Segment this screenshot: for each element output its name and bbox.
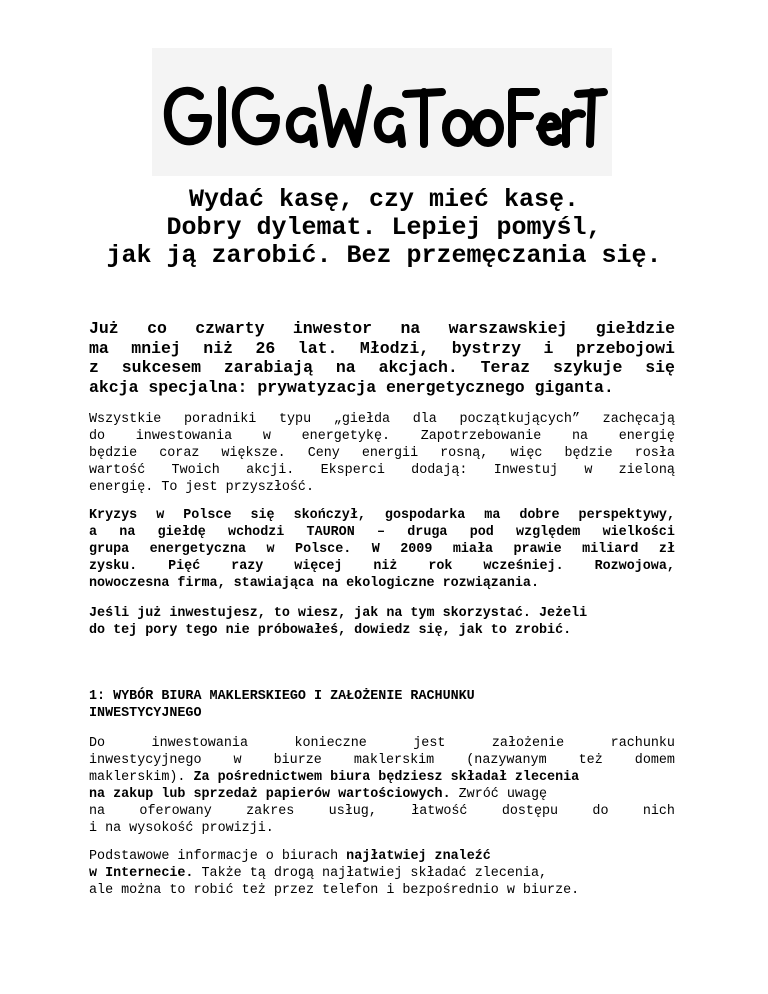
word: maklerskim [353,753,435,768]
word: zarabiają [223,358,313,377]
paragraph-1 [89,411,675,496]
paragraph-text: Także tą drogą najłatwiej składać zlecenia, [193,866,548,881]
paragraph-line [89,428,675,445]
word: energetyczna [149,542,247,557]
word: wcześniej. [483,559,564,574]
word: na [571,429,589,444]
word: więcej [294,559,343,574]
word: będzie [89,446,138,461]
word: miała [452,542,494,557]
word: zł [658,542,675,557]
word: sukcesem [121,358,201,377]
word: gospodarka [384,508,466,523]
paragraph-4 [89,735,675,837]
word: w [233,753,242,768]
paragraph-line [89,445,675,462]
word: mniej [131,338,181,358]
word: dobre [519,508,560,523]
word: też [578,753,603,768]
word: Teraz [480,358,531,377]
word: Pięć [168,559,201,574]
lead-line [89,339,675,359]
word: na [400,319,421,338]
word: w [584,463,593,478]
word: będzie [564,446,613,461]
word: na [335,358,356,377]
word: skończył, [293,508,366,523]
word: się [645,358,675,377]
paragraph-line [89,735,675,752]
paragraph-line: nowoczesna firma, stawiająca na ekologiczne rozwiązania. [89,576,539,591]
word: coraz [159,446,200,461]
lead-line: akcja specjalna: prywatyzacja energetycznego giganta. [89,377,614,397]
word: i [543,338,554,358]
word: zachęcają [602,412,675,427]
word: przebojowi [575,338,675,358]
word: Polsce. [295,542,352,557]
paragraph-bold-text: Za pośrednictwem biura będziesz składał zlecenia [185,770,580,785]
paragraph-line: ale można to robić też przez telefon i bezpośrednio w biurze. [89,883,580,898]
paragraph-line [89,769,675,786]
word: nich [642,804,675,819]
paragraph-text: Zwróć uwagę [450,787,548,802]
word: rachunku [610,736,675,751]
word: względem [516,525,581,540]
word: – [376,525,386,540]
word: domem [634,753,675,768]
word: razy [231,559,264,574]
word: prawie [513,542,562,557]
paragraph-line [89,558,675,575]
word: Twoich [171,463,220,478]
word: czwarty [195,319,265,338]
word: poradniki [183,412,257,427]
paragraph-line [89,786,675,803]
word: a [89,525,98,540]
word: dostępu [501,804,559,819]
headline [40,186,728,270]
word: inwestycyjnego [89,753,202,768]
paragraph-line: do tej pory tego nie próbowałeś, dowiedz się, jak to zrobić. [89,623,572,638]
word: założenie [491,736,565,751]
word: do [89,429,106,444]
word: łatwość [411,804,468,819]
word: 2009 [400,542,433,557]
word: niż [373,559,398,574]
word: niż [203,338,234,358]
word: typu [278,412,312,427]
word: zakres [246,804,295,819]
word: energetykę. [301,429,391,444]
word: zieloną [618,463,675,478]
word: bystrzy [451,338,521,358]
word: energię [618,429,675,444]
paragraph-line [89,803,675,820]
word: inwestowania [151,736,248,751]
word: zysku. [89,559,138,574]
paragraph-text: maklerskim). [89,770,186,785]
word: Eksperci [320,463,385,478]
word: konieczne [294,736,367,751]
word: Już [89,319,119,338]
word: akcji. [246,463,295,478]
gigawatooferta-logo [152,48,612,176]
word: perspektywy, [578,508,675,523]
word: wchodzi [228,525,285,540]
paragraph-line: i na wysokość prowizji. [89,821,274,836]
lead-paragraph [89,319,675,397]
word: więc [510,446,543,461]
word: dla [412,412,437,427]
word: pod [469,525,494,540]
word: biurze [273,753,322,768]
word: Do [89,736,106,751]
word: Młodzi, [359,338,430,358]
paragraph-line [89,752,675,769]
word: wielkości [602,525,675,540]
paragraph-2 [89,507,675,592]
logo-wordmark [152,48,612,176]
paragraph-line [89,507,675,524]
word: „giełda [333,412,391,427]
paragraph-line: Jeśli już inwestujesz, to wiesz, jak na tym skorzystać. Jeżeli [89,606,588,621]
lead-line [89,358,675,378]
word: 26 [255,338,276,358]
word: Inwestuj [493,463,559,478]
paragraph-line [89,848,675,865]
word: (nazywanym [466,753,547,768]
paragraph-line: energię. To jest przyszłość. [89,480,314,495]
word: do [592,804,609,819]
word: inwestor [292,319,373,338]
word: usług, [328,804,377,819]
paragraph-bold-text: w Internecie. [89,866,194,881]
section-heading-line-1: 1: WYBÓR BIURA MAKLERSKIEGO I ZAŁOŻENIE RACHUNKU [89,689,475,704]
word: giełdę [157,525,206,540]
word: większe. [221,446,286,461]
paragraph-line [89,524,675,541]
word: oferowany [139,804,212,819]
word: Polsce [183,508,232,523]
word: w [156,508,165,523]
word: co [147,319,167,338]
headline-line-3: jak ją zarobić. Bez przemęczania się. [106,241,662,270]
word: Wszystkie [89,412,162,427]
word: na [119,525,136,540]
word: Kryzys [89,508,138,523]
word: na [89,804,106,819]
word: Ceny [307,446,340,461]
word: akcjach. [378,358,458,377]
word: energii [361,446,419,461]
paragraph-text: Podstawowe informacje o biurach [89,849,347,864]
word: rok [428,559,453,574]
section-heading [89,688,675,722]
section-heading-line-2: INWESTYCYJNEGO [89,706,202,721]
word: W [371,542,380,557]
lead-line [89,319,675,339]
word: giełdzie [595,319,675,338]
word: Rozwojowa, [594,559,675,574]
word: grupa [89,542,130,557]
word: ma [89,338,109,358]
word: lat. [297,338,338,358]
word: się [250,508,275,523]
paragraph-bold-text: najłatwiej znaleźć [346,849,491,864]
word: wartość [89,463,146,478]
word: szykuje [553,358,623,377]
headline-line-1: Wydać kasę, czy mieć kasę. [188,185,580,214]
word: dodają: [411,463,468,478]
word: TAURON [306,525,355,540]
paragraph-line [89,462,675,479]
word: rosła [634,446,675,461]
word: w [266,542,275,557]
word: ma [484,508,501,523]
paragraph-5 [89,848,675,899]
paragraph-bold-text: na zakup lub sprzedaż papierów wartościowych. [89,787,451,802]
paragraph-3 [89,605,675,639]
word: druga [407,525,448,540]
paragraph-line [89,411,675,428]
headline-line-2: Dobry dylemat. Lepiej pomyśl, [166,213,602,242]
word: Zapotrzebowanie [420,429,542,444]
word: warszawskiej [448,319,568,338]
paragraph-line [89,865,675,882]
word: jest [413,736,446,751]
word: w [262,429,271,444]
word: rosną, [440,446,489,461]
word: miliard [582,542,639,557]
paragraph-line [89,541,675,558]
word: z [89,358,99,377]
word: inwestowania [135,429,233,444]
word: początkujących” [459,412,580,427]
